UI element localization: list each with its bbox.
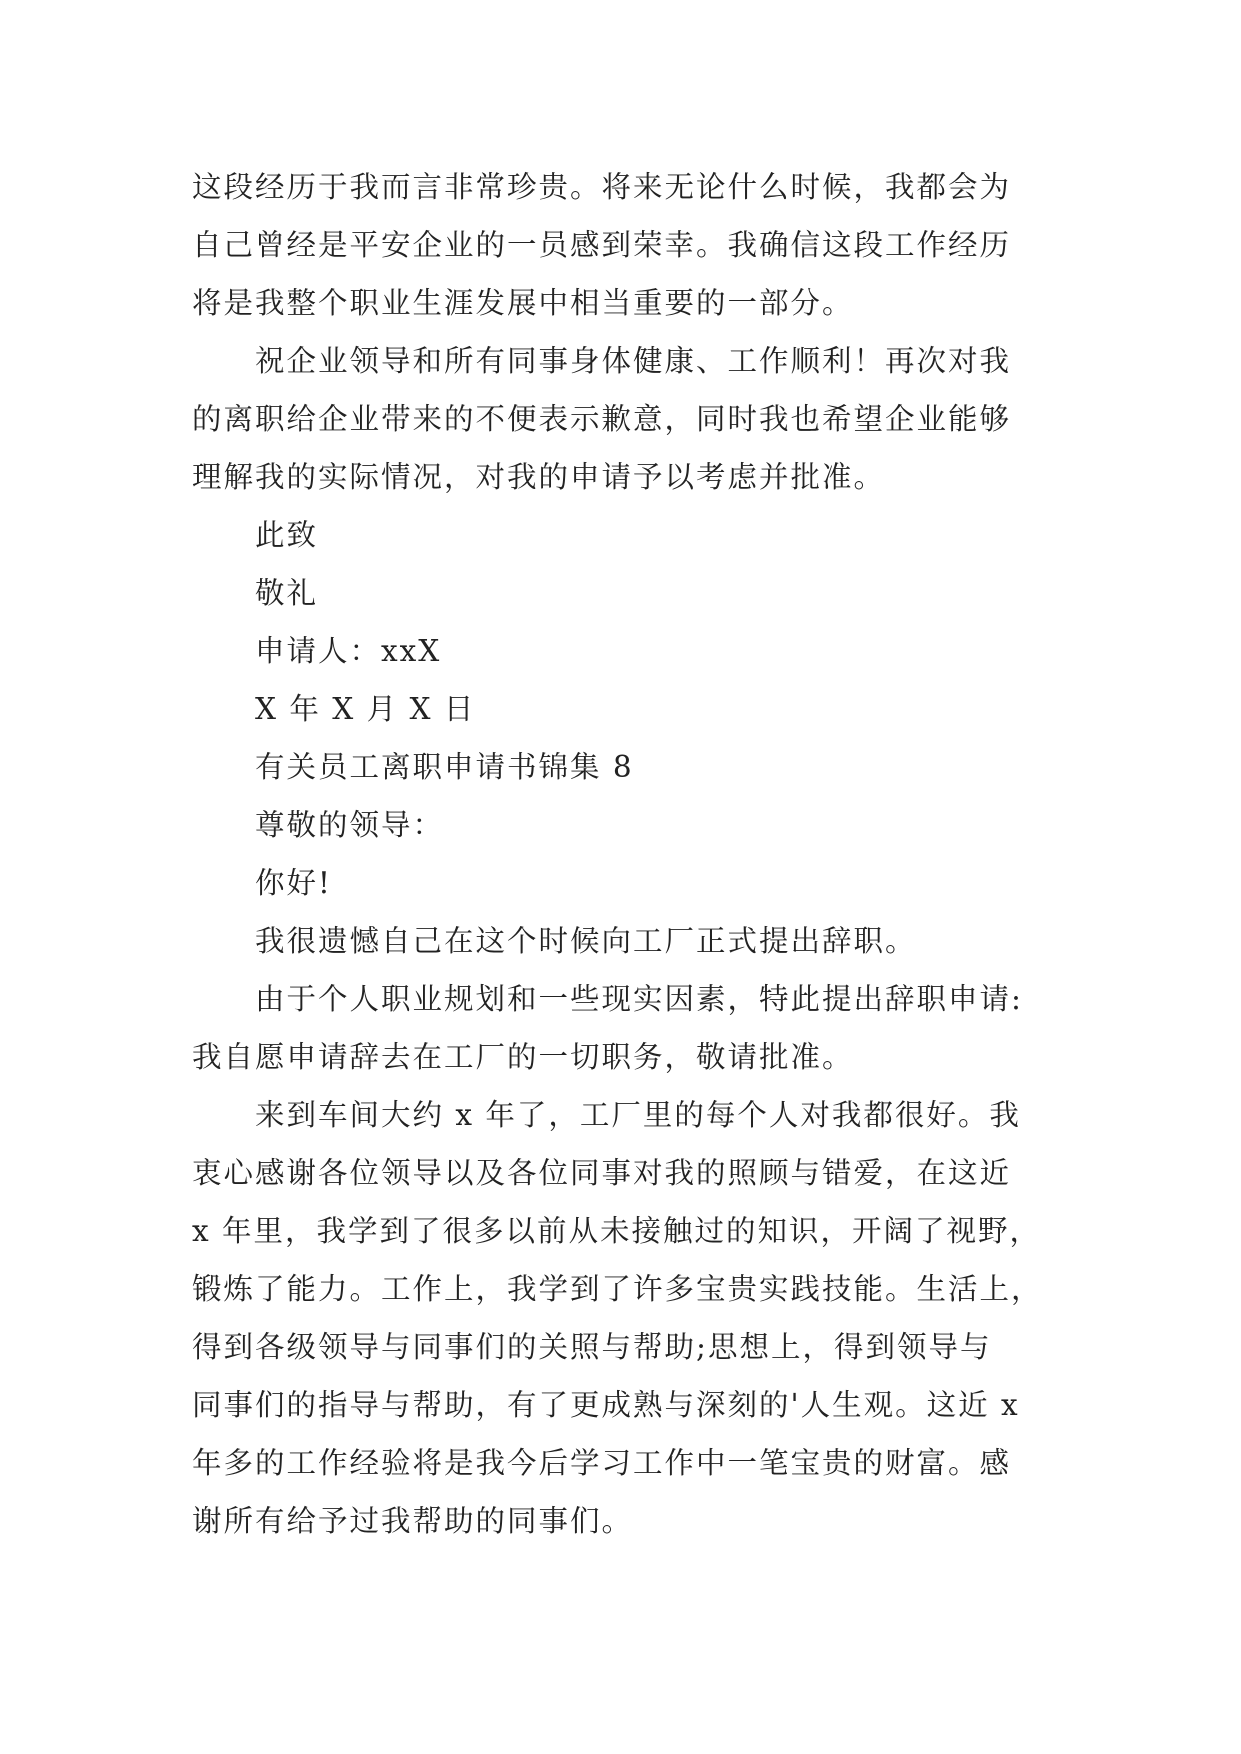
document-body xyxy=(192,158,1062,1550)
text-line: 锻炼了能力。工作上，我学到了许多宝贵实践技能。生活上， xyxy=(192,1272,1043,1306)
text-line: 申请人：xxX xyxy=(255,634,442,668)
text-line: 来到车间大约 x 年了，工厂里的每个人对我都很好。我 xyxy=(255,1098,1021,1132)
text-line: 谢所有给予过我帮助的同事们。 xyxy=(192,1504,634,1538)
text-line: 的离职给企业带来的不便表示歉意，同时我也希望企业能够 xyxy=(192,402,1012,436)
paragraph xyxy=(192,796,1062,854)
text-line: 你好! xyxy=(255,866,332,900)
text-line: 我自愿申请辞去在工厂的一切职务，敬请批准。 xyxy=(192,1040,854,1074)
text-line: 此致 xyxy=(255,518,319,552)
paragraph xyxy=(192,854,1062,912)
text-line: 将是我整个职业生涯发展中相当重要的一部分。 xyxy=(192,286,854,320)
paragraph xyxy=(192,970,1062,1086)
text-line: 敬礼 xyxy=(255,576,319,610)
text-line: 由于个人职业规划和一些现实因素，特此提出辞职申请: xyxy=(255,982,1023,1016)
text-line: 我很遗憾自己在这个时候向工厂正式提出辞职。 xyxy=(255,924,917,958)
paragraph xyxy=(192,622,1062,680)
text-line: 祝企业领导和所有同事身体健康、工作顺利！再次对我 xyxy=(255,344,1012,378)
text-line: 有关员工离职申请书锦集 8 xyxy=(255,750,634,784)
text-line: X 年 X 月 X 日 xyxy=(255,692,476,726)
paragraph xyxy=(192,738,1062,796)
paragraph xyxy=(192,912,1062,970)
paragraph xyxy=(192,680,1062,738)
text-line: 尊敬的领导： xyxy=(255,808,445,842)
text-line: 得到各级领导与同事们的关照与帮助;思想上，得到领导与 xyxy=(192,1330,992,1364)
text-line: 自己曾经是平安企业的一员感到荣幸。我确信这段工作经历 xyxy=(192,228,1012,262)
text-line: 理解我的实际情况，对我的申请予以考虑并批准。 xyxy=(192,460,886,494)
text-line: 同事们的指导与帮助，有了更成熟与深刻的'人生观。这近 x xyxy=(192,1388,1020,1422)
paragraph xyxy=(192,564,1062,622)
paragraph xyxy=(192,332,1062,506)
text-line: x 年里，我学到了很多以前从未接触过的知识，开阔了视野， xyxy=(192,1214,1042,1248)
text-line: 年多的工作经验将是我今后学习工作中一笔宝贵的财富。感 xyxy=(192,1446,1012,1480)
paragraph xyxy=(192,506,1062,564)
text-line: 这段经历于我而言非常珍贵。将来无论什么时候，我都会为 xyxy=(192,170,1012,204)
paragraph xyxy=(192,1086,1062,1550)
text-line: 衷心感谢各位领导以及各位同事对我的照顾与错爱，在这近 xyxy=(192,1156,1012,1190)
paragraph xyxy=(192,158,1062,332)
